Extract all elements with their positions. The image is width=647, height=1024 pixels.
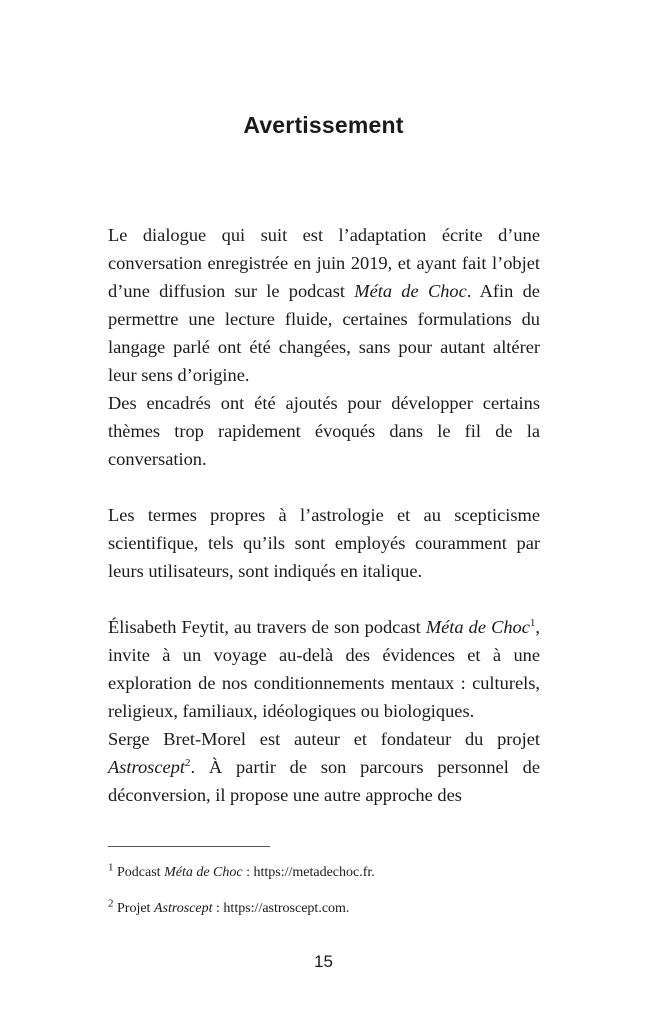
italic-text: Méta de Choc <box>425 617 530 637</box>
footnote-number: 1 <box>108 861 114 874</box>
paragraph-text: Le dialogue qui suit est l’adaptation écrite d’une conversation enregistrée en juin 2019, et ayant fait l’objet d’une diffusion sur le podcast <box>108 225 540 301</box>
footnote-link[interactable]: : https://astroscept.com. <box>212 901 350 916</box>
paragraph-3: Les termes propres à l’astrologie et au scepticisme scientifique, tels qu’ils sont employés couramment par leurs utilisateurs, sont indiqués en italique. <box>108 505 540 581</box>
paragraph-text: Serge Bret-Morel est auteur et fondateur du projet <box>108 729 540 749</box>
paragraph-1 <box>108 221 540 389</box>
paragraph-2: Des encadrés ont été ajoutés pour développer certains thèmes trop rapidement évoqués dans le fil de la conversation. <box>108 393 540 469</box>
footnote-italic: Méta de Choc <box>164 865 243 880</box>
page-title: Avertissement <box>243 112 404 138</box>
paragraph-4 <box>108 613 540 725</box>
footnote-link[interactable]: : https://metadechoc.fr. <box>242 865 375 880</box>
footnote-divider <box>108 846 270 847</box>
paragraph-text: Élisabeth Feytit, au travers de son podcast <box>108 617 426 637</box>
paragraph-text: . À partir de son parcours personnel de déconversion, il propose une autre approche des <box>108 757 540 805</box>
footnote-ref[interactable]: 2 <box>184 756 191 769</box>
footnote-text: Projet <box>117 901 154 916</box>
page-number: 15 <box>314 952 333 971</box>
footnote-number: 2 <box>108 897 114 910</box>
footnote-italic: Astroscept <box>153 901 213 916</box>
italic-text: Astroscept <box>108 757 185 777</box>
footnote-ref[interactable]: 1 <box>529 616 536 629</box>
footnote-1 <box>108 861 548 882</box>
paragraph-text: . Afin de permettre une lecture fluide, certaines formulations du langage parlé ont été changées, sans pour autant altérer leur sens d’origine. <box>108 281 540 385</box>
paragraph-text: , invite à un voyage au-delà des évidences et à une exploration de nos conditionnements mentaux : culturels, religieux, familiaux, idéologiques ou biologiques. <box>108 617 540 721</box>
footnote-2 <box>108 897 548 918</box>
italic-text: Méta de Choc <box>354 281 467 301</box>
footnote-text: Podcast <box>117 865 165 880</box>
body-text <box>108 221 540 809</box>
paragraph-5 <box>108 725 540 809</box>
